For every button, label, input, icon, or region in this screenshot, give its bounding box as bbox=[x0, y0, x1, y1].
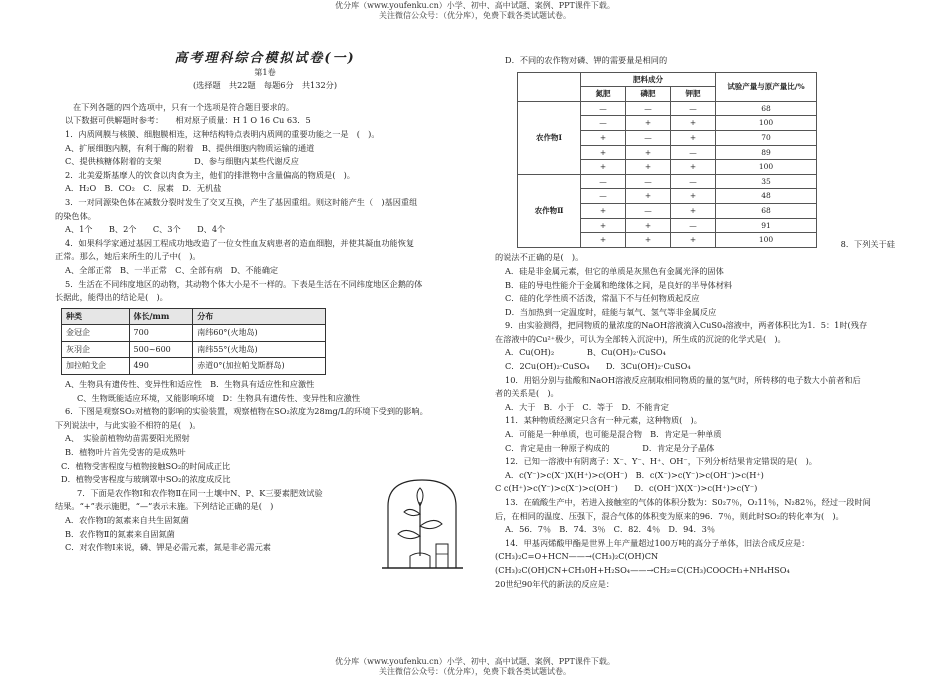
penguin-table bbox=[61, 308, 326, 375]
instruction-line: 在下列各题的四个选项中，只有一个选项是符合题目要求的。 bbox=[73, 101, 295, 112]
fert-cell: + bbox=[581, 145, 626, 160]
option-line: C c(H⁺)>c(Y⁻)>c(X⁻)>c(OH⁻) D．c(OH⁻)X(X⁻)>c(H⁺)>c(Y⁻) bbox=[495, 483, 758, 494]
option-line: B．硅的导电性能介于金属和绝缘体之间，是良好的半导体材料 bbox=[505, 279, 733, 290]
table-row bbox=[62, 358, 326, 375]
fert-cell: — bbox=[671, 174, 716, 189]
fert-cell: — bbox=[626, 130, 671, 145]
penguin-cell: 灰羽企 bbox=[62, 341, 130, 358]
crop-1-label: 农作物Ⅰ bbox=[518, 101, 581, 174]
fert-cell: + bbox=[671, 116, 716, 131]
option-line: A．大于 B．小于 C．等于 D．不能肯定 bbox=[505, 401, 669, 412]
question-line: 3．一对同源染色体在减数分裂时发生了交叉互换，产生了基因重组。则这时能产生（ )基因重组 bbox=[65, 196, 418, 207]
option-line: A．56．7％ B．74．3％ C．82．4％ D．94．3％ bbox=[505, 524, 716, 535]
fert-cell: + bbox=[671, 189, 716, 204]
fertilizer-table bbox=[517, 72, 817, 248]
header-line-2: 关注微信公众号：（优分库），免费下载各类试题试卷。 bbox=[379, 11, 571, 20]
question-line: 20世纪90年代的新法的反应是： bbox=[495, 578, 615, 589]
option-line: C．2Cu(OH)₂·CuSO₄ D．3Cu(OH)₂·CuSO₄ bbox=[505, 361, 691, 372]
penguin-cell: 南纬55°(火地岛) bbox=[193, 341, 326, 358]
crop-2-label: 农作物Ⅱ bbox=[518, 174, 581, 247]
table-row bbox=[518, 101, 817, 116]
fert-cell: — bbox=[581, 116, 626, 131]
question-line: 结果。“+”表示施肥，“—”表示未施。下列结论正确的是( ) bbox=[55, 501, 274, 512]
table-row bbox=[518, 174, 817, 189]
fertilizer-header-row bbox=[518, 72, 817, 87]
potassium-header: 钾肥 bbox=[671, 87, 716, 102]
footer-line-2: 关注微信公众号：（优分库），免费下载各类试题试卷。 bbox=[379, 667, 571, 676]
question-line: 在溶液中的Cu²⁺极少，可认为全部转入沉淀中)，所生成的沉淀的化学式是( )。 bbox=[495, 333, 786, 344]
penguin-header-cell: 种类 bbox=[62, 308, 130, 325]
question-line: 10．用铝分别与盐酸和NaOH溶液反应制取相同物质的量的氢气时，所转移的电子数大小前者和后 bbox=[505, 374, 861, 385]
right-column bbox=[495, 54, 915, 591]
exam-volume: 第1卷 bbox=[254, 66, 276, 77]
option-line: B．农作物Ⅱ的氮素来自固氮菌 bbox=[65, 528, 175, 539]
option-line: A．硅是非金属元素，但它的单质是灰黑色有金属光泽的固体 bbox=[505, 265, 724, 276]
fert-cell: + bbox=[626, 218, 671, 233]
nitrogen-header: 氮肥 bbox=[581, 87, 626, 102]
header-line-1: 优分库（www.youfenku.cn）小学、初中、高中试题、案例、PPT课件下载。 bbox=[335, 1, 615, 10]
fert-cell: + bbox=[626, 189, 671, 204]
option-line: A．可能是一种单质，也可能是混合物 B．肯定是一种单质 bbox=[505, 429, 722, 440]
penguin-cell: 加拉帕戈企 bbox=[62, 358, 130, 375]
question-line: 后，在相同的温度、压强下，混合气体的体积变为原来的96．7％，则此时SO₂的转化率为( )。 bbox=[495, 510, 844, 521]
fert-cell: — bbox=[581, 101, 626, 116]
penguin-cell: 金冠企 bbox=[62, 325, 130, 342]
reaction-line: (CH₃)₂C(OH)CN+CH₃0H+H₂SO₄——→CH₂=C(CH₃)COOCH₃+NH₄HSO₄ bbox=[495, 564, 790, 575]
penguin-cell: 南纬60°(火地岛) bbox=[193, 325, 326, 342]
option-line: A．c(Y⁻)>c(X⁻)X(H⁺)>c(OH⁻) B．c(X⁻)>c(Y⁻)>c(OH⁻)>c(H⁺) bbox=[505, 469, 764, 480]
option-line: A．农作物Ⅰ的氮素来自共生固氮菌 bbox=[65, 515, 189, 525]
option-line: A、1个 B、2个 C、3个 D、4个 bbox=[65, 224, 226, 235]
yield-cell: 100 bbox=[716, 160, 817, 175]
yield-cell: 100 bbox=[716, 233, 817, 248]
question-line: 长据此，能得出的结论是( )。 bbox=[55, 292, 168, 303]
question-line: 的说法不正确的是( )。 bbox=[495, 252, 584, 263]
question-line: 下列说法中，与此实验不相符的是( )。 bbox=[55, 419, 201, 430]
fert-cell: — bbox=[671, 145, 716, 160]
yield-cell: 100 bbox=[716, 116, 817, 131]
question-line: 13．在硫酸生产中，若进入接触室的气体的体积分数为：S0₂7％，O₂11％，N₂82％，经过一段时间 bbox=[505, 497, 871, 507]
fert-cell: + bbox=[671, 160, 716, 175]
penguin-cell: 500~600 bbox=[129, 341, 193, 358]
question-line: 的染色体。 bbox=[55, 210, 96, 221]
exam-subtitle: (选择题 共22题 每题6分 共132分) bbox=[192, 80, 338, 91]
question-line: 4．如果科学家通过基因工程成功地改造了一位女性血友病患者的造血细胞，并使其凝血功能恢复 bbox=[65, 237, 415, 248]
option-line: C．对农作物Ⅰ来说，磷、钾是必需元素，氮是非必需元素 bbox=[65, 542, 271, 553]
penguin-cell: 赤道0°(加拉帕戈斯群岛) bbox=[193, 358, 326, 375]
fert-cell: + bbox=[581, 218, 626, 233]
yield-cell: 91 bbox=[716, 218, 817, 233]
fert-cell: — bbox=[671, 101, 716, 116]
exam-title: 高考理科综合模拟试卷(一) bbox=[174, 51, 356, 66]
penguin-cell: 490 bbox=[129, 358, 193, 375]
yield-header: 试验产量与原产量比/% bbox=[716, 72, 817, 101]
yield-cell: 48 bbox=[716, 189, 817, 204]
option-line: D．植物受害程度与玻璃罩中SO₂的浓度成反比 bbox=[61, 474, 231, 485]
fert-cell: + bbox=[626, 233, 671, 248]
question-line: 14．甲基丙烯酸甲酯是世界上年产量超过100万吨的高分子单体，旧法合成反应是： bbox=[505, 537, 810, 548]
option-line: A、生物具有遗传性、变异性和适应性 B．生物具有适应性和应激性 bbox=[65, 379, 315, 390]
option-line: A、扩展细胞内膜，有利于酶的附着 B、提供细胞内物质运输的通道 bbox=[65, 142, 315, 153]
fert-cell: + bbox=[581, 130, 626, 145]
yield-cell: 68 bbox=[716, 203, 817, 218]
footer-line-1: 优分库（www.youfenku.cn）小学、初中、高中试题、案例、PPT课件下载。 bbox=[335, 657, 615, 666]
fert-cell: + bbox=[671, 203, 716, 218]
option-line: A、 实验前植物幼苗需要阳光照射 bbox=[65, 433, 190, 444]
penguin-table-header-row bbox=[62, 308, 326, 325]
page-footer bbox=[0, 657, 950, 677]
table-row bbox=[62, 341, 326, 358]
fert-cell: — bbox=[671, 218, 716, 233]
question-line: 9．由实验测得，把同物质的量浓度的NaOH溶液滴入CuS0₄溶液中，两者体积比为1．5：1时(残存 bbox=[505, 320, 868, 331]
so2-experiment-figure bbox=[380, 476, 465, 574]
question-line: 7．下面是农作物Ⅰ和农作物Ⅱ在同一土壤中N、P、K三要素肥效试验 bbox=[77, 487, 323, 498]
fert-cell: — bbox=[581, 189, 626, 204]
question-line: 2．北美爱斯基摩人的饮食以肉食为主，他们的排泄物中含量偏高的物质是( )。 bbox=[65, 169, 355, 180]
option-line: B．植物叶片首先受害的是成熟叶 bbox=[65, 447, 186, 458]
fertilizer-corner-cell bbox=[518, 72, 581, 101]
fert-cell: + bbox=[581, 233, 626, 248]
option-line: C．硅的化学性质不活泼，常温下不与任何物质起反应 bbox=[505, 293, 700, 304]
question-line: 11．某种物质经测定只含有一种元素，这种物质( )。 bbox=[505, 415, 702, 426]
yield-cell: 35 bbox=[716, 174, 817, 189]
question-line: 6．下图是观察SO₂对植物的影响的实验装置，观察植物在SO₂浓度为28mg/L的环境下受到的影响。 bbox=[65, 406, 428, 417]
table-row bbox=[62, 325, 326, 342]
fert-cell: + bbox=[581, 160, 626, 175]
page-header bbox=[0, 1, 950, 21]
option-line: C．植物受害程度与植物接触SO₂的时间成正比 bbox=[61, 460, 231, 471]
option-line: C、提供核糖体附着的支架 D、参与细胞内某些代谢反应 bbox=[65, 156, 299, 167]
option-line: A．Cu(OH)₂ B、Cu(OH)₂·CuSO₄ bbox=[505, 347, 666, 358]
yield-cell: 70 bbox=[716, 130, 817, 145]
fertilizer-group-header: 肥料成分 bbox=[581, 72, 716, 87]
option-line: C．肯定是由一种原子构成的 D．肯定是分子晶体 bbox=[505, 442, 715, 453]
penguin-header-cell: 体长/mm bbox=[129, 308, 193, 325]
penguin-cell: 700 bbox=[129, 325, 193, 342]
question-line: 1．内质网膜与核膜、细胞膜相连，这种结构特点表明内质网的重要功能之一是 ( )。 bbox=[65, 128, 380, 139]
option-line: C、生物既能适应环境，又能影响环境 D：生物具有遗传性、变异性和应激性 bbox=[77, 392, 361, 403]
question-line: 12．已知一溶液中有阴离子：X⁻、Y⁻、H⁺、OH⁻，下列分析结果肯定错误的是( )。 bbox=[505, 456, 817, 467]
fert-cell: + bbox=[626, 160, 671, 175]
fert-cell: + bbox=[626, 116, 671, 131]
fert-cell: + bbox=[581, 203, 626, 218]
fert-cell: — bbox=[626, 174, 671, 189]
option-line: D．当加热到一定温度时，硅能与氧气、氢气等非金属反应 bbox=[505, 306, 717, 317]
reaction-line: (CH₃)₂C=O+HCN——→(CH₃)₂C(OH)CN bbox=[495, 551, 659, 562]
fert-cell: + bbox=[671, 130, 716, 145]
question-line: 5．生活在不同纬度地区的动物，其动物个体大小是不一样的。下表是生活在不同纬度地区企鹅的体 bbox=[65, 278, 423, 289]
option-line: A．H₂O B．CO₂ C．尿素 D．无机盐 bbox=[65, 183, 222, 194]
fert-cell: + bbox=[671, 233, 716, 248]
fert-cell: — bbox=[626, 203, 671, 218]
reference-data-line: 以下数据可供解题时参考： 相对原子质量：H 1 O 16 Cu 63．5 bbox=[65, 115, 311, 126]
fert-cell: — bbox=[581, 174, 626, 189]
phosphorus-header: 磷肥 bbox=[626, 87, 671, 102]
fert-cell: + bbox=[626, 145, 671, 160]
option-line: D．不同的农作物对磷、钾的需要量是相同的 bbox=[505, 55, 668, 65]
fert-cell: — bbox=[626, 101, 671, 116]
question-line: 正常。那么，她后来所生的儿子中( )。 bbox=[55, 251, 201, 262]
yield-cell: 68 bbox=[716, 101, 817, 116]
question-line: 者的关系是( )。 bbox=[495, 388, 559, 399]
yield-cell: 89 bbox=[716, 145, 817, 160]
option-line: A、全部正常 B、一半正常 C、全部有病 D、不能确定 bbox=[65, 264, 279, 275]
penguin-header-cell: 分布 bbox=[193, 308, 326, 325]
question-line: 8．下列关于硅 bbox=[840, 238, 895, 249]
